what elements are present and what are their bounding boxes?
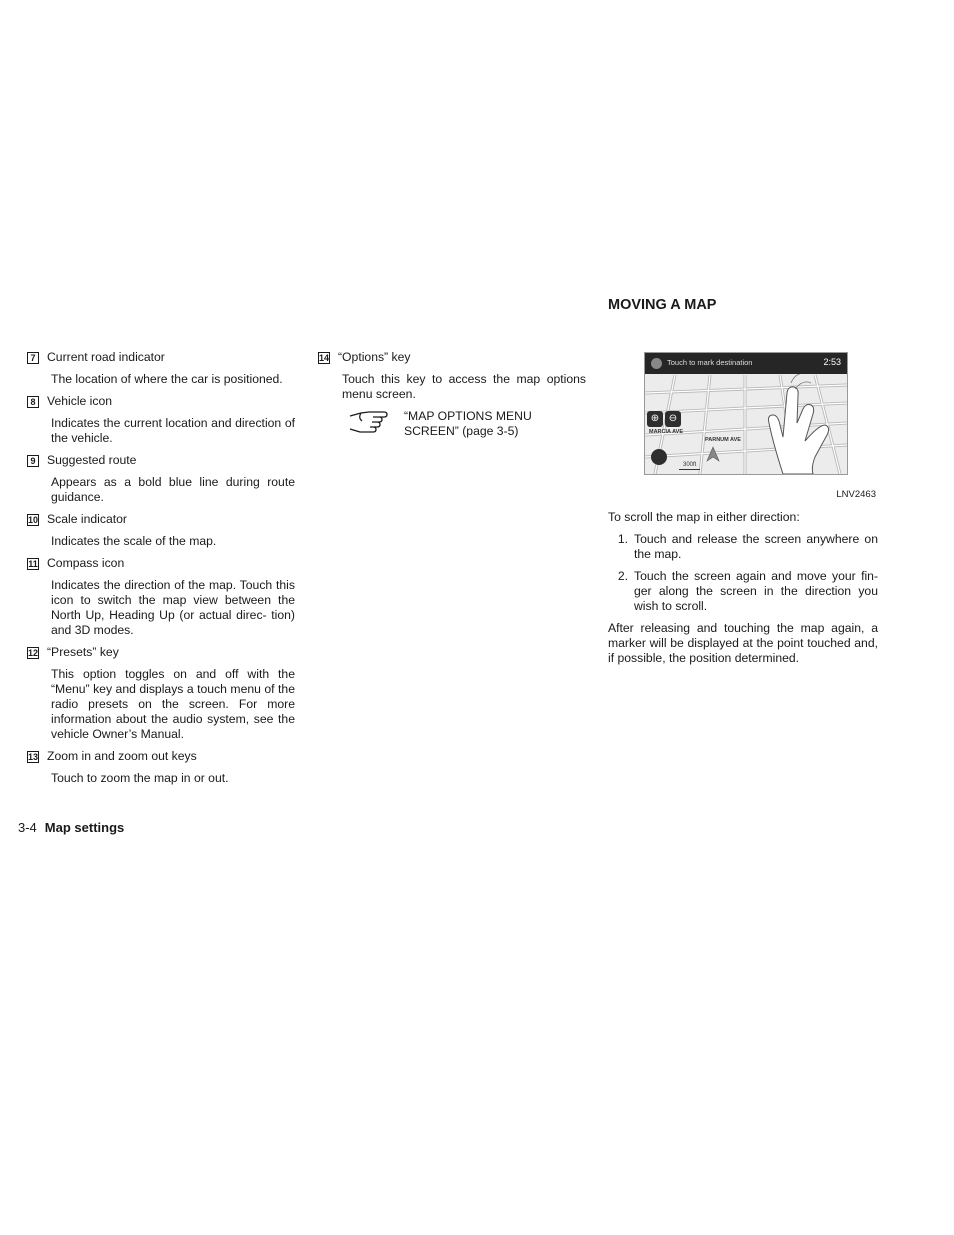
item-number: 9 bbox=[27, 455, 39, 467]
steps-list bbox=[608, 532, 878, 614]
pointing-hand-icon bbox=[348, 409, 388, 437]
step-text: Touch and release the screen anywhere on the map. bbox=[634, 532, 878, 561]
item-description: Indicates the scale of the map. bbox=[51, 534, 217, 548]
item-description: The location of where the car is positioned. bbox=[51, 372, 283, 386]
item-description: Touch this key to access the map options menu screen. bbox=[342, 372, 586, 401]
item-title: Scale indicator bbox=[47, 512, 127, 526]
item-title: Current road indicator bbox=[47, 350, 165, 364]
cross-reference bbox=[348, 409, 586, 439]
item-title: “Options” key bbox=[338, 350, 411, 364]
list-item bbox=[27, 645, 295, 742]
list-item bbox=[608, 532, 878, 562]
left-column bbox=[27, 350, 295, 793]
item-number: 12 bbox=[28, 647, 39, 658]
step-text: Touch the screen again and move your fin- ger along the screen in the direction you wish to scroll. bbox=[634, 569, 878, 613]
list-item bbox=[608, 569, 878, 614]
list-item bbox=[318, 350, 586, 402]
list-item bbox=[27, 453, 295, 505]
step-number: 1. bbox=[617, 532, 628, 546]
middle-column bbox=[318, 350, 586, 439]
clock: 2:53 bbox=[823, 357, 841, 367]
item-number: 14 bbox=[319, 352, 330, 363]
zoom-in-button[interactable]: ⊕ bbox=[647, 411, 663, 427]
step-number: 2. bbox=[617, 569, 628, 583]
destination-icon bbox=[651, 358, 662, 369]
item-description: This option toggles on and off with the “Menu” key and displays a touch menu of the radio presets on the screen. For more information about the audio system, see the vehicle Owner’s Manual. bbox=[51, 667, 295, 741]
item-description: Indicates the direction of the map. Touch this icon to switch the map view between the North Up, Heading Up (or actual direc- tion) and 3D modes. bbox=[51, 578, 295, 637]
item-number: 8 bbox=[27, 396, 39, 408]
street-label: PARNUM AVE bbox=[705, 437, 741, 443]
street-label: MARCIA AVE bbox=[649, 429, 684, 435]
list-item bbox=[27, 556, 295, 638]
item-description: Appears as a bold blue line during route guidance. bbox=[51, 475, 295, 504]
item-title: Compass icon bbox=[47, 556, 125, 570]
scale-indicator: 300ft bbox=[679, 461, 700, 470]
item-title: Zoom in and zoom out keys bbox=[47, 749, 197, 763]
item-number: 7 bbox=[27, 352, 39, 364]
item-description: Touch to zoom the map in or out. bbox=[51, 771, 229, 785]
item-title: Suggested route bbox=[47, 453, 137, 467]
zoom-out-button[interactable]: ⊖ bbox=[665, 411, 681, 427]
section-title: Map settings bbox=[44, 820, 125, 835]
intro-paragraph: To scroll the map in either direction: bbox=[608, 510, 800, 524]
list-item bbox=[27, 350, 295, 387]
page-footer bbox=[18, 820, 124, 836]
outro-paragraph: After releasing and touching the map again, a marker will be displayed at the point touched and, if possible, the position determined. bbox=[608, 621, 878, 665]
banner-text: Touch to mark destination bbox=[667, 358, 753, 367]
list-item bbox=[27, 512, 295, 549]
item-number: 10 bbox=[28, 514, 39, 525]
right-column bbox=[608, 296, 878, 673]
reference-text: “MAP OPTIONS MENU SCREEN” (page 3-5) bbox=[404, 409, 532, 438]
list-item bbox=[27, 749, 295, 786]
item-number: 13 bbox=[28, 751, 39, 762]
section-heading: MOVING A MAP bbox=[608, 297, 717, 313]
list-item bbox=[27, 394, 295, 446]
item-title: Vehicle icon bbox=[47, 394, 113, 408]
figure-label: LNV2463 bbox=[836, 489, 876, 500]
item-number: 11 bbox=[28, 558, 38, 569]
item-title: “Presets” key bbox=[47, 645, 119, 659]
map-screen-figure bbox=[644, 352, 848, 475]
item-description: Indicates the current location and direction of the vehicle. bbox=[51, 416, 295, 445]
page-number: 3-4 bbox=[18, 820, 37, 835]
compass-icon[interactable] bbox=[651, 449, 667, 465]
